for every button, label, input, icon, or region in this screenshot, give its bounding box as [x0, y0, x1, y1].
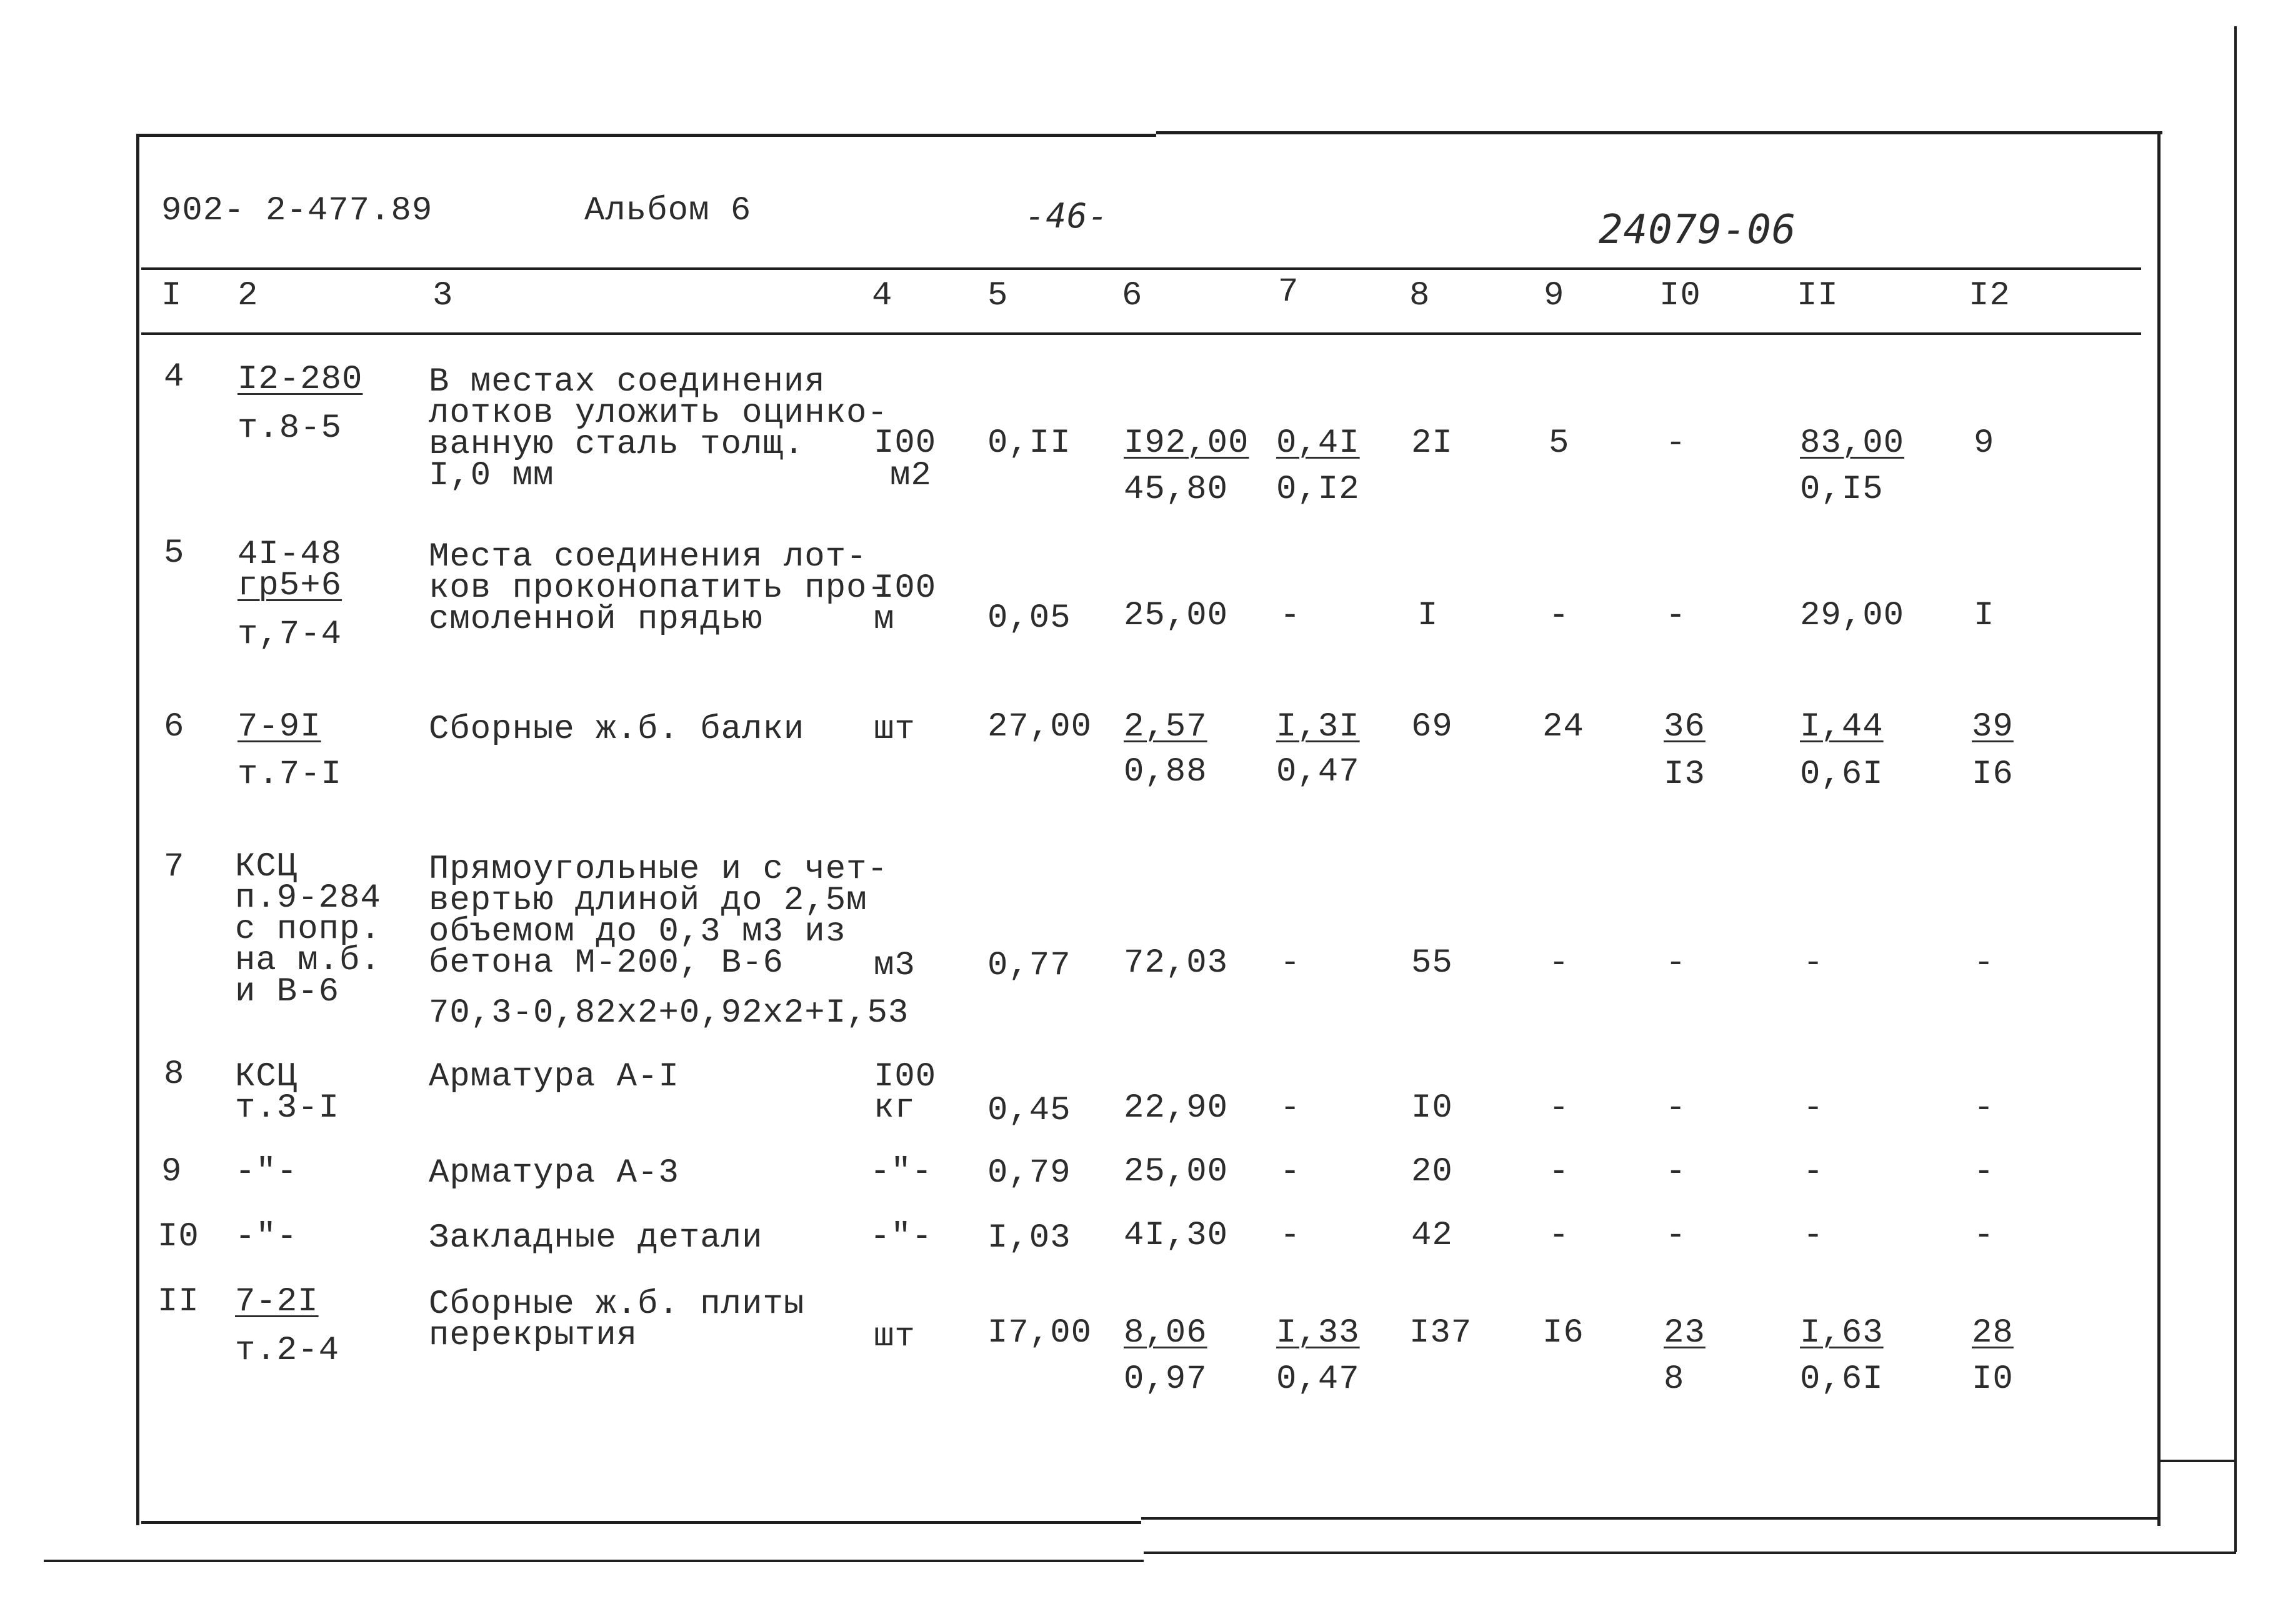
row-5-desc-3: смоленной прядью [429, 600, 763, 639]
row-11-c11-top: I,63 [1800, 1314, 1884, 1352]
frame-bottom-right [1141, 1517, 2157, 1520]
col-header-11: II [1797, 277, 1839, 315]
row-7-c11: - [1803, 944, 1824, 982]
row-8-unit-1: I00 [874, 1058, 937, 1096]
row-11-desc-1: Сборные ж.б. плиты [429, 1285, 805, 1323]
bottom-rule-right [1144, 1552, 2236, 1554]
row-5-c10: - [1666, 597, 1687, 635]
row-8-c6: 22,90 [1124, 1089, 1229, 1127]
row-11-qty: I7,00 [987, 1314, 1092, 1352]
row-11-c10-bottom: 8 [1664, 1360, 1685, 1398]
row-5-c12: I [1974, 597, 1995, 635]
row-6-c10-bottom: I3 [1664, 755, 1706, 794]
row-11-c6-top: 8,06 [1124, 1314, 1207, 1352]
row-5-c6: 25,00 [1124, 597, 1229, 635]
row-7-ref-3: с попр. [235, 910, 381, 949]
row-4-ref-bottom: т.8-5 [237, 409, 342, 447]
col-header-8: 8 [1409, 277, 1431, 315]
row-9-ref: -"- [235, 1153, 298, 1191]
frame-right [2157, 132, 2161, 1526]
col-header-6: 6 [1122, 277, 1143, 315]
stamp-box-top [2157, 1460, 2236, 1462]
row-11-c12-top: 28 [1972, 1314, 2014, 1352]
row-4-c11-top: 83,00 [1800, 424, 1905, 462]
row-10-unit: -"- [870, 1218, 933, 1256]
row-9-c10: - [1666, 1153, 1687, 1191]
row-7-c7: - [1280, 944, 1301, 982]
row-11-ref-top: 7-2I [235, 1283, 319, 1321]
row-11-c7-bottom: 0,47 [1276, 1360, 1360, 1398]
row-8-c10: - [1666, 1089, 1687, 1127]
row-7-qty: 0,77 [987, 947, 1071, 985]
col-header-4: 4 [872, 277, 893, 315]
archive-number: 24079-06 [1599, 207, 1797, 253]
row-9-qty: 0,79 [987, 1154, 1071, 1192]
row-8-c9: - [1549, 1089, 1570, 1127]
row-6-c6-bottom: 0,88 [1124, 753, 1207, 791]
row-4-c6-bottom: 45,80 [1124, 471, 1229, 509]
outer-right-edge [2234, 26, 2237, 1552]
row-10-c9: - [1549, 1217, 1570, 1255]
row-8-c7: - [1280, 1089, 1301, 1127]
row-6-c8: 69 [1411, 708, 1453, 746]
frame-top-left [136, 134, 1156, 137]
row-9-c12: - [1974, 1153, 1995, 1191]
frame-top-right [1156, 131, 2162, 134]
page-number: -46- [1025, 196, 1109, 236]
row-7-desc-5: 70,3-0,82x2+0,92x2+I,53 [429, 994, 909, 1032]
row-6-c7-top: I,3I [1276, 708, 1360, 746]
row-11-number: II [157, 1283, 199, 1321]
row-4-desc-3: ванную сталь толщ. [429, 426, 805, 464]
row-9-c6: 25,00 [1124, 1153, 1229, 1191]
header-rule [141, 267, 2141, 270]
row-5-desc-1: Места соединения лот- [429, 538, 867, 576]
row-6-desc: Сборные ж.б. балки [429, 710, 805, 749]
row-11-desc-2: перекрытия [429, 1317, 638, 1355]
row-7-c12: - [1974, 944, 1995, 982]
frame-left [136, 134, 139, 1525]
row-8-qty: 0,45 [987, 1092, 1071, 1130]
col-header-2: 2 [237, 277, 259, 315]
row-8-number: 8 [164, 1055, 185, 1093]
row-11-c11-bottom: 0,6I [1800, 1360, 1884, 1398]
row-5-c8: I [1417, 597, 1439, 635]
row-6-c11-bottom: 0,6I [1800, 755, 1884, 794]
row-5-ref-1: 4I-48 [237, 536, 342, 574]
row-7-desc-4: бетона М-200, В-6 [429, 944, 784, 982]
row-8-c8: I0 [1411, 1089, 1453, 1127]
bottom-rule-left [44, 1560, 1144, 1562]
row-4-desc-2: лотков уложить оцинко- [429, 394, 888, 432]
column-header-rule [141, 332, 2141, 335]
row-5-desc-2: ков проконопатить про- [429, 569, 888, 607]
row-5-number: 5 [164, 534, 185, 572]
row-5-c9: - [1549, 597, 1570, 635]
row-7-ref-1: КСЦ [235, 848, 298, 886]
row-11-c12-bottom: I0 [1972, 1360, 2014, 1398]
row-6-qty: 27,00 [987, 708, 1092, 746]
row-5-c11: 29,00 [1800, 597, 1905, 635]
row-9-c9: - [1549, 1153, 1570, 1191]
row-6-c9: 24 [1542, 708, 1584, 746]
col-header-3: 3 [432, 277, 454, 315]
row-7-unit: м3 [874, 947, 916, 985]
row-9-c8: 20 [1411, 1153, 1453, 1191]
row-4-c7-bottom: 0,I2 [1276, 471, 1360, 509]
row-10-qty: I,03 [987, 1219, 1071, 1257]
row-6-ref-bottom: т.7-I [237, 755, 342, 794]
row-5-qty: 0,05 [987, 599, 1071, 637]
row-4-c11-bottom: 0,I5 [1800, 471, 1884, 509]
row-6-c6-top: 2,57 [1124, 708, 1207, 746]
row-6-c10-top: 36 [1664, 708, 1706, 746]
row-5-c7: - [1280, 597, 1301, 635]
row-10-c12: - [1974, 1217, 1995, 1255]
row-8-ref-1: КСЦ [235, 1058, 298, 1096]
row-8-desc: Арматура А-I [429, 1058, 679, 1096]
row-4-desc-4: I,0 мм [429, 457, 554, 495]
row-8-unit-2: кг [874, 1089, 916, 1127]
row-9-c11: - [1803, 1153, 1824, 1191]
row-4-c6-top: I92,00 [1124, 424, 1249, 462]
row-7-number: 7 [164, 848, 185, 886]
row-7-c10: - [1666, 944, 1687, 982]
row-10-c8: 42 [1411, 1217, 1453, 1255]
col-header-9: 9 [1544, 277, 1565, 315]
row-4-c10: - [1666, 424, 1687, 462]
row-6-c12-bottom: I6 [1972, 755, 2014, 794]
row-4-c9: 5 [1549, 424, 1570, 462]
row-4-c7-top: 0,4I [1276, 424, 1360, 462]
row-5-ref-3: т,7-4 [237, 615, 342, 654]
row-6-c7-bottom: 0,47 [1276, 753, 1360, 791]
row-10-number: I0 [157, 1218, 199, 1256]
row-5-ref-2: гр5+6 [237, 567, 342, 605]
row-4-desc-1: В местах соединения [429, 363, 826, 401]
row-7-c6: 72,03 [1124, 944, 1229, 982]
row-7-ref-4: на м.б. [235, 942, 381, 980]
row-7-desc-2: вертью длиной до 2,5м [429, 882, 867, 920]
col-header-1: I [161, 277, 182, 315]
row-10-c6: 4I,30 [1124, 1217, 1229, 1255]
col-header-5: 5 [987, 277, 1009, 315]
row-5-unit-2: м [874, 600, 895, 639]
row-4-c8: 2I [1411, 424, 1453, 462]
row-11-c8: I37 [1409, 1314, 1472, 1352]
row-11-c10-top: 23 [1664, 1314, 1706, 1352]
row-7-ref-2: п.9-284 [235, 879, 381, 917]
row-4-number: 4 [164, 358, 185, 396]
row-11-unit: шт [874, 1318, 916, 1356]
row-7-ref-5: и В-6 [235, 973, 340, 1011]
row-4-qty: 0,II [987, 424, 1071, 462]
row-4-unit-2: м2 [890, 457, 932, 495]
row-4-unit-1: I00 [874, 424, 937, 462]
row-8-c12: - [1974, 1089, 1995, 1127]
row-5-unit-1: I00 [874, 569, 937, 607]
doc-code: 902- 2-477.89 [161, 192, 433, 230]
row-4-c12: 9 [1974, 424, 1995, 462]
row-4-ref-top: I2-280 [237, 361, 363, 399]
frame-bottom-left [141, 1521, 1141, 1524]
row-11-ref-bottom: т.2-4 [235, 1332, 340, 1370]
row-11-c7-top: I,33 [1276, 1314, 1360, 1352]
row-7-c9: - [1549, 944, 1570, 982]
row-10-c7: - [1280, 1217, 1301, 1255]
row-7-c8: 55 [1411, 944, 1453, 982]
row-10-c11: - [1803, 1217, 1824, 1255]
col-header-12: I2 [1969, 277, 2011, 315]
row-9-number: 9 [161, 1153, 182, 1191]
row-11-c6-bottom: 0,97 [1124, 1360, 1207, 1398]
row-6-unit: шт [874, 710, 916, 749]
col-header-7: 7 [1278, 273, 1299, 311]
row-6-c12-top: 39 [1972, 708, 2014, 746]
row-7-desc-3: объемом до 0,3 м3 из [429, 913, 847, 951]
row-9-c7: - [1280, 1153, 1301, 1191]
row-8-c11: - [1803, 1089, 1824, 1127]
row-10-desc: Закладные детали [429, 1219, 763, 1257]
row-10-ref: -"- [235, 1218, 298, 1256]
row-9-unit: -"- [870, 1153, 933, 1191]
row-6-c11-top: I,44 [1800, 708, 1884, 746]
row-6-number: 6 [164, 708, 185, 746]
row-8-ref-2: т.3-I [235, 1089, 340, 1127]
row-7-desc-1: Прямоугольные и с чет- [429, 850, 888, 889]
row-9-desc: Арматура А-3 [429, 1154, 679, 1192]
row-6-ref-top: 7-9I [237, 708, 321, 746]
row-10-c10: - [1666, 1217, 1687, 1255]
row-11-c9: I6 [1542, 1314, 1584, 1352]
album-label: Альбом 6 [584, 192, 752, 230]
col-header-10: I0 [1659, 277, 1701, 315]
